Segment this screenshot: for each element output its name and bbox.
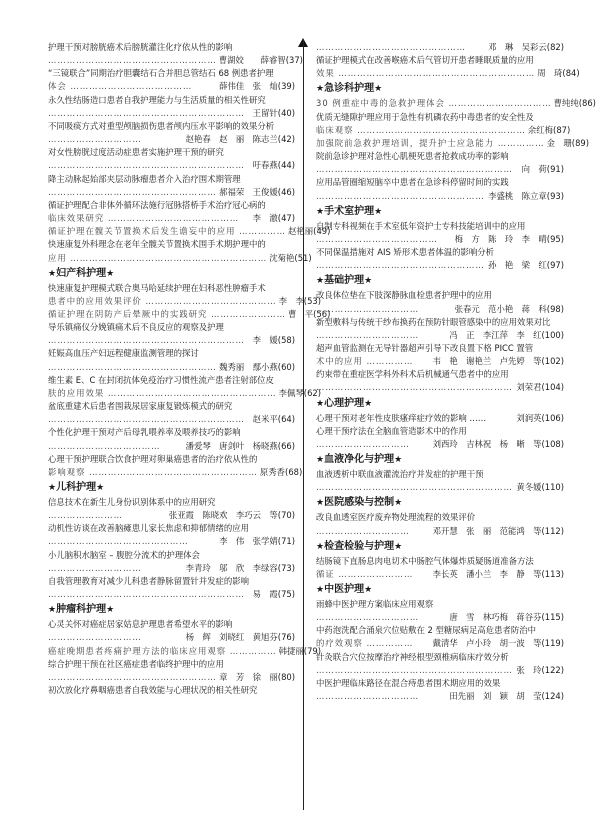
- toc-entry-title-line[interactable]: 循证护理模式在改善喉癌术后气管切开患者睡眠质量的应用: [316, 55, 534, 66]
- toc-entry-title-line[interactable]: 快速康复外科理念在老年全髋关节置换术围手术期护理中的: [48, 239, 266, 250]
- toc-entry-author-line[interactable]: [48, 295, 321, 308]
- toc-entry-title-line[interactable]: 妊娠高血压产妇远程健康监测管理的探讨: [48, 348, 199, 359]
- toc-entry-author-line[interactable]: [48, 387, 321, 400]
- toc-entry-author-line[interactable]: [48, 308, 331, 321]
- toc-entry-author-line[interactable]: [48, 54, 303, 67]
- leader-text: ……………………………: [316, 612, 420, 623]
- section-title: 手术室护理: [324, 205, 375, 217]
- authors-page: 刘荣君(104): [516, 382, 564, 393]
- toc-entry-title-line[interactable]: 应用品管圈缩短脑卒中患者在急诊科停留时间的实践: [316, 177, 509, 188]
- star-icon: ★: [48, 483, 57, 493]
- authors-page: 曹纯纯(86): [553, 98, 596, 109]
- leader-text: …………………………: [48, 562, 142, 573]
- toc-entry-author-line[interactable]: [48, 645, 321, 658]
- leader-text: ………………………………………………: [48, 55, 217, 66]
- authors-page: 赵艳春 赵 丽 陈志兰(42): [185, 134, 295, 145]
- authors-page: 李 李(53): [278, 295, 321, 306]
- authors-page: 田先丽 刘 颖 胡 莹(124): [449, 691, 564, 702]
- toc-entry-title-line[interactable]: 雨蜂中医护理方案临床应用观察: [316, 599, 434, 609]
- section-title: 心理护理: [324, 397, 365, 409]
- toc-entry-author-line[interactable]: [316, 137, 589, 150]
- toc-entry-author-line[interactable]: [48, 361, 295, 374]
- authors-page: 张春元 范小艳 蒋 科(98): [454, 303, 564, 314]
- leader-text: 加强院前急救护理培训，提升护士应急能力 ……………: [316, 137, 545, 148]
- star-icon: ★: [316, 585, 325, 595]
- star-icon: ★: [394, 541, 403, 552]
- authors-page: 向 荷(91): [521, 164, 564, 175]
- toc-entry-author-line[interactable]: [316, 163, 564, 176]
- toc-entry-title-line[interactable]: 个性化护理干预对产后母乳喂养率及喂养技巧的影响: [48, 427, 241, 438]
- authors-page: 郝福荣 王俊媛(46): [219, 186, 295, 197]
- toc-column-left: [48, 41, 331, 697]
- section-title: 儿科护理: [56, 482, 97, 493]
- star-icon: ★: [316, 84, 325, 95]
- authors-page: 杨 辉 刘晓红 黄旭芬(76): [185, 632, 295, 643]
- leader-text: ………………………………………………: [316, 260, 485, 271]
- leader-text: ………………………………………………………: [48, 589, 245, 600]
- authors-page: 张 玲(122): [516, 664, 564, 675]
- section-title: 基础护理: [324, 275, 365, 287]
- toc-entry-title-line[interactable]: 结肠镜下直肠息肉电切术中肠腔气体爆炸质疑肠道准备方法: [316, 555, 534, 566]
- star-icon: ★: [364, 398, 373, 409]
- toc-entry-title-line[interactable]: 初次放化疗鼻咽癌患者自我效能与心理状况的相关性研究: [48, 685, 258, 696]
- toc-entry-title-line[interactable]: 自制专科视频在手术室低年资护士专科技能培训中的应用: [316, 220, 526, 231]
- toc-entry-author-line[interactable]: [48, 631, 295, 644]
- column-divider: [303, 40, 304, 810]
- authors-page: 李 伟 张学婧(71): [219, 536, 295, 547]
- toc-entry-author-line[interactable]: [316, 690, 564, 703]
- toc-entry-author-line[interactable]: [48, 159, 295, 172]
- leader-text: ………………………………: [48, 440, 161, 451]
- leader-text: ………………………………………………………: [316, 482, 513, 493]
- toc-entry-author-line[interactable]: [48, 212, 295, 225]
- authors-page: 魏秀丽 鄢小燕(60): [219, 361, 295, 372]
- section-title: 妇产科护理: [56, 267, 107, 279]
- toc-entry-title-line[interactable]: 导乐镇痛仪分娩镇痛术后不良反应的观察及护理: [48, 322, 224, 333]
- star-icon: ★: [106, 605, 115, 616]
- authors-page: 曹湖姣 薛睿智(37): [218, 55, 303, 66]
- leader-text: ………………………………………………: [48, 671, 217, 682]
- toc-entry-title-line[interactable]: 新型敷料与传统干纱布换药在预防针眼管感染中的应用效果对比: [316, 316, 551, 327]
- star-icon: ★: [316, 541, 325, 552]
- authors-page: 章 芳 徐 丽(80): [219, 671, 295, 682]
- toc-entry-title-line[interactable]: 盆底重建术后患者围栽尿居家康复锻炼模式的研究: [48, 401, 233, 412]
- section-title: 中医护理: [324, 584, 365, 595]
- leader-text: 循证护理在阴防产后晕厥中的实践研究 ……………………: [48, 308, 287, 319]
- authors-page: 赵艳丽(49): [288, 226, 331, 237]
- authors-page: 张亚霞 陈晓欢 李巧云 等(70): [168, 510, 295, 521]
- toc-entry-title-line[interactable]: 维生素 E、C 在封闭抗体免疫治疗习惯性流产患者注射部位皮: [48, 374, 274, 385]
- authors-page: 李盛桃 陈立章(93): [488, 190, 564, 201]
- authors-page: 冯 正 李江萍 李 红(100): [449, 329, 564, 340]
- toc-entry-author-line[interactable]: [48, 588, 295, 601]
- leader-text: 效果 ………………………………………………………: [316, 68, 536, 79]
- leader-text: ………………………………………………………: [48, 160, 245, 171]
- toc-entry-author-line[interactable]: [48, 671, 295, 684]
- authors-page: 赵米平(64): [252, 414, 295, 425]
- section-heading: [316, 495, 564, 511]
- section-title: 检查检验与护理: [324, 540, 395, 552]
- authors-page: 李长英 潘小兰 李 静 等(113): [432, 568, 564, 579]
- authors-page: 李 澈(47): [252, 213, 295, 224]
- leader-text: 的疗效观察 ……………: [316, 638, 414, 649]
- toc-entry-author-line[interactable]: [316, 303, 564, 316]
- toc-entry-author-line[interactable]: [316, 329, 564, 342]
- toc-entry-author-line[interactable]: [316, 525, 564, 538]
- authors-page: 刘西玲 吉林祝 杨 晰 等(108): [432, 438, 564, 449]
- leader-text: 影响观察 ………………………………………………: [48, 466, 258, 477]
- toc-entry-title-line[interactable]: 对女性膀胱过度活动症患者实施护理干预的研究: [48, 147, 224, 158]
- toc-entry-author-line[interactable]: [316, 355, 564, 368]
- section-title: 血液净化与护理: [324, 454, 395, 466]
- authors-page: 韦 艳 谢艳兰 卢先婷 等(102): [432, 356, 564, 367]
- authors-page: 梅 方 陈 玲 李 晴(95): [454, 233, 564, 244]
- authors-page: 潘爱琴 唐剑叶 杨晓燕(66): [185, 440, 295, 451]
- toc-entry-author-line[interactable]: [316, 568, 564, 581]
- toc-entry-author-line[interactable]: [48, 80, 295, 93]
- section-title: 医院感染与控制: [324, 497, 395, 509]
- leader-text: …………………………: [48, 632, 142, 643]
- authors-page: 李青玲 邬 欣 李绿容(73): [185, 562, 295, 573]
- toc-entry-author-line[interactable]: [48, 562, 295, 575]
- authors-page: 李佩琴(62): [278, 387, 321, 398]
- toc-entry-title-line[interactable]: 中医护理临床路径在混合痔患者围术期应用的效果: [316, 677, 501, 688]
- toc-entry-author-line[interactable]: [316, 481, 564, 494]
- toc-entry-author-line[interactable]: [316, 664, 564, 677]
- toc-entry-author-line[interactable]: [316, 637, 564, 650]
- leader-text: ………………………………………………………: [48, 414, 245, 425]
- authors-page: 沈菊艳(51): [269, 252, 312, 263]
- toc-entry-author-line[interactable]: [316, 97, 596, 110]
- authors-page: 李 媛(58): [252, 335, 295, 346]
- star-icon: ★: [374, 206, 383, 217]
- leader-text: ………………………………………………………: [316, 164, 513, 175]
- leader-text: …………………………: [316, 438, 410, 449]
- toc-entry-title-line[interactable]: 血液透析中联血液灌流治疗并发症的护理干预: [316, 469, 484, 480]
- section-heading: [316, 396, 564, 412]
- toc-entry-author-line[interactable]: [316, 259, 564, 272]
- leader-text: ……………………: [48, 510, 123, 521]
- toc-entry-author-line[interactable]: [48, 440, 295, 453]
- toc-entry-author-line[interactable]: [48, 186, 295, 199]
- leader-text: 循证 ……………………: [316, 568, 414, 579]
- section-heading: [316, 81, 564, 97]
- leader-text: …………………………………………: [316, 42, 466, 52]
- toc-entry-author-line[interactable]: [48, 133, 295, 146]
- authors-page: 薛伟佳 张 灿(39): [219, 81, 295, 92]
- leader-text: …………………………: [48, 134, 142, 145]
- star-icon: ★: [316, 498, 325, 509]
- authors-page: 戴清华 卢小玲 胡一波 等(119): [432, 638, 564, 649]
- toc-entry-title-line[interactable]: 循证护理配合非体外循环法施行冠脉搭桥手术治疗冠心病的: [48, 199, 266, 210]
- toc-entry-title-line[interactable]: 综合护理干预在社区癌症患者临终护理中的应用: [48, 658, 224, 669]
- section-heading: [316, 582, 564, 598]
- toc-entry-title-line[interactable]: 针灸联合穴位按摩治疗神经根型颈椎病临床疗效分析: [316, 651, 509, 662]
- leader-text: ………………………………………………………: [316, 664, 513, 675]
- authors-page: 易 霞(75): [252, 589, 295, 600]
- authors-page: 原秀香(68): [259, 466, 303, 477]
- authors-page: 余红梅(87): [527, 124, 571, 135]
- toc-entry-title-line[interactable]: 动机性访谈在改善脑瘫患儿家长焦虑和抑郁情绪的应用: [48, 523, 249, 534]
- star-icon: ★: [374, 84, 383, 95]
- section-heading: [316, 273, 564, 289]
- leader-text: 癌症晚期患者疼痛护理方法的临床应用观察 ……………: [48, 645, 277, 656]
- toc-entry-author-line[interactable]: [316, 438, 564, 451]
- toc-entry-title-line[interactable]: 自我管理教育对减少儿科患者静脉留置针并发症的影响: [48, 575, 249, 586]
- leader-text: 肤的应用效果 ………………………………………………: [48, 387, 277, 398]
- authors-page: 唐 雪 林巧梅 蒋谷芬(115): [449, 612, 564, 623]
- authors-page: 吁春燕(44): [252, 160, 295, 171]
- toc-entry-title-line[interactable]: 中药泡洗配合涌泉穴位贴敷在 2 型糖尿病足高危患者防治中: [316, 625, 537, 636]
- toc-entry-title-line[interactable]: “三镜联合”同期治疗胆囊结石合并胆总管结石 68 例患者护理: [48, 68, 274, 79]
- toc-entry-title-line[interactable]: 小儿脑积水脑室 – 腹腔分流术的护理体会: [48, 549, 200, 560]
- toc-entry-title-line[interactable]: [316, 412, 564, 425]
- section-heading: [316, 452, 564, 468]
- toc-entry-author-line[interactable]: [48, 225, 331, 238]
- toc-entry-title-line[interactable]: 护理干预对膀胱癌术后膀胱灌注化疗依从性的影响: [48, 42, 233, 52]
- star-icon: ★: [48, 268, 57, 279]
- toc-entry-title-line[interactable]: 心理干预疗法在全脑血管造影术中的作用: [316, 425, 467, 436]
- star-icon: ★: [364, 585, 373, 595]
- authors-page: 王留针(40): [252, 107, 295, 118]
- toc-column-right: [316, 41, 596, 703]
- leader-text: ………………………………………………: [48, 186, 217, 197]
- toc-entry-title-line[interactable]: 心理干预护理联合饮食护理对卵巢癌患者的治疗依从性的: [48, 453, 258, 464]
- leader-text: ……………………………: [316, 329, 420, 340]
- title-text: 心理干预对老年性皮肤瘙痒症疗效的影响 ……: [316, 412, 487, 423]
- toc-entry-title-line[interactable]: 约束带在重症医学科外科术后机械通气患者中的应用: [316, 369, 509, 380]
- toc-entry-author-line[interactable]: [316, 41, 564, 54]
- star-icon: ★: [96, 483, 105, 493]
- toc-entry-author-line[interactable]: [48, 334, 295, 347]
- section-heading: [316, 539, 564, 555]
- toc-entry-title-line[interactable]: 心灵关怀对癌症居家姑息护理患者希望水平的影响: [48, 619, 233, 630]
- leader-text: 体会 …………………………………: [48, 81, 193, 92]
- authors-page: 孙 艳 梁 红(97): [488, 260, 564, 271]
- leader-text: 应用 ………………………………………………………: [48, 252, 268, 263]
- toc-entry-title-line[interactable]: 降主动脉起始部夹层动脉瘤患者介入治疗围术期管理: [48, 173, 241, 184]
- toc-entry-title-line[interactable]: 信息技术在新生儿身份识别体系中的应用研究: [48, 497, 216, 507]
- toc-entry-title-line[interactable]: 不同吸痰方式对重型颅脑损伤患者颅内压水平影响的效果分析: [48, 120, 275, 131]
- toc-entry-title-line[interactable]: 不同保温措施对 AIS 矫形术患者体温的影响分析: [316, 247, 494, 258]
- authors-page: 金 珊(89): [546, 137, 589, 148]
- section-title: 急诊科护理: [324, 83, 375, 95]
- toc-entry-title-line[interactable]: 优质无缝隙护理应用于急性有机磷农药中毒患者的安全性及: [316, 111, 534, 122]
- leader-text: ………………………………………: [48, 536, 189, 547]
- leader-text: 循证护理在髋关节置换术后发生谵妄中的应用 ……………: [48, 226, 287, 237]
- toc-entry-author-line[interactable]: [316, 611, 564, 624]
- toc-entry-author-line[interactable]: [48, 413, 295, 426]
- star-icon: ★: [48, 605, 57, 616]
- section-heading: [48, 602, 295, 618]
- leader-text: ……………………………: [316, 691, 420, 702]
- toc-entry-title-line[interactable]: 改良血透室医疗废弃物处理流程的效果评价: [316, 512, 476, 523]
- toc-entry-author-line[interactable]: [48, 535, 295, 548]
- leader-text: 临床观察 ………………………………………………: [316, 124, 526, 135]
- leader-text: ………………………………………………………: [316, 382, 513, 393]
- leader-text: …………………………: [316, 525, 410, 536]
- section-heading: [48, 480, 295, 496]
- toc-entry-author-line[interactable]: [316, 233, 564, 246]
- leader-text: 患者中的应用效果评价 ……………………………………: [48, 295, 277, 306]
- toc-entry-author-line[interactable]: [48, 252, 312, 265]
- authors-page: 黄冬媛(110): [516, 482, 564, 493]
- leader-text: 术中的应用 ……………: [316, 356, 414, 367]
- leader-text: ………………………………………………: [48, 361, 217, 372]
- toc-entry-author-line[interactable]: [48, 509, 295, 522]
- toc-entry-title-line[interactable]: 院前急诊护理对急性心肌梗死患者抢救成功率的影响: [316, 151, 509, 162]
- authors-page: 邓开慧 张 丽 范能鸿 等(112): [432, 525, 564, 536]
- toc-entry-author-line[interactable]: [316, 124, 571, 137]
- star-icon: ★: [316, 455, 325, 466]
- leader-text: ………………………………………………………: [48, 107, 245, 118]
- section-title: 肿瘤科护理: [56, 604, 107, 616]
- star-icon: ★: [364, 276, 373, 287]
- star-icon: ★: [316, 398, 325, 409]
- toc-entry-author-line[interactable]: [48, 466, 303, 479]
- toc-entry-author-line[interactable]: [316, 67, 580, 80]
- star-icon: ★: [394, 455, 403, 466]
- leader-text: ……………………………: [316, 303, 420, 314]
- toc-entry-title-line[interactable]: 超声血管监测在无导针器超声引导下改良置下格 PICC 置管: [316, 342, 534, 353]
- toc-entry-title-line[interactable]: 改良体位垫在下肢深静脉血栓患者护理中的应用: [316, 290, 492, 301]
- leader-text: 临床效果研究 ……………………………………: [48, 213, 240, 224]
- star-icon: ★: [394, 498, 403, 509]
- authors-page: 邓 琳 吴彩云(82): [488, 42, 564, 52]
- toc-entry-title-line[interactable]: 永久性结肠造口患者自我护理能力与生活质量的相关性研究: [48, 94, 266, 105]
- authors-page: 刘润英(106): [516, 412, 564, 423]
- leader-text: 30 例重症中毒的急救护理体会 ……………………………: [316, 98, 552, 109]
- star-icon: ★: [106, 268, 115, 279]
- leader-text: ………………………………………………………: [48, 335, 245, 346]
- leader-text: …………………………………: [316, 233, 438, 244]
- authors-page: 周 琦(84): [537, 68, 580, 79]
- authors-page: 韩捷丽(79): [278, 645, 321, 656]
- leader-text: ………………………………………………: [316, 190, 485, 201]
- star-icon: ★: [316, 276, 325, 287]
- section-heading: [48, 266, 295, 282]
- authors-page: 曹 平(56): [288, 308, 331, 319]
- star-icon: ★: [316, 206, 325, 217]
- toc-entry-author-line[interactable]: [316, 381, 564, 394]
- toc-entry-title-line[interactable]: 快速康复护理模式联合奥马哈延续护理在妇科恶性肿瘤手术: [48, 282, 266, 293]
- toc-entry-author-line[interactable]: [48, 107, 295, 120]
- toc-entry-author-line[interactable]: [316, 190, 564, 203]
- section-heading: [316, 204, 564, 220]
